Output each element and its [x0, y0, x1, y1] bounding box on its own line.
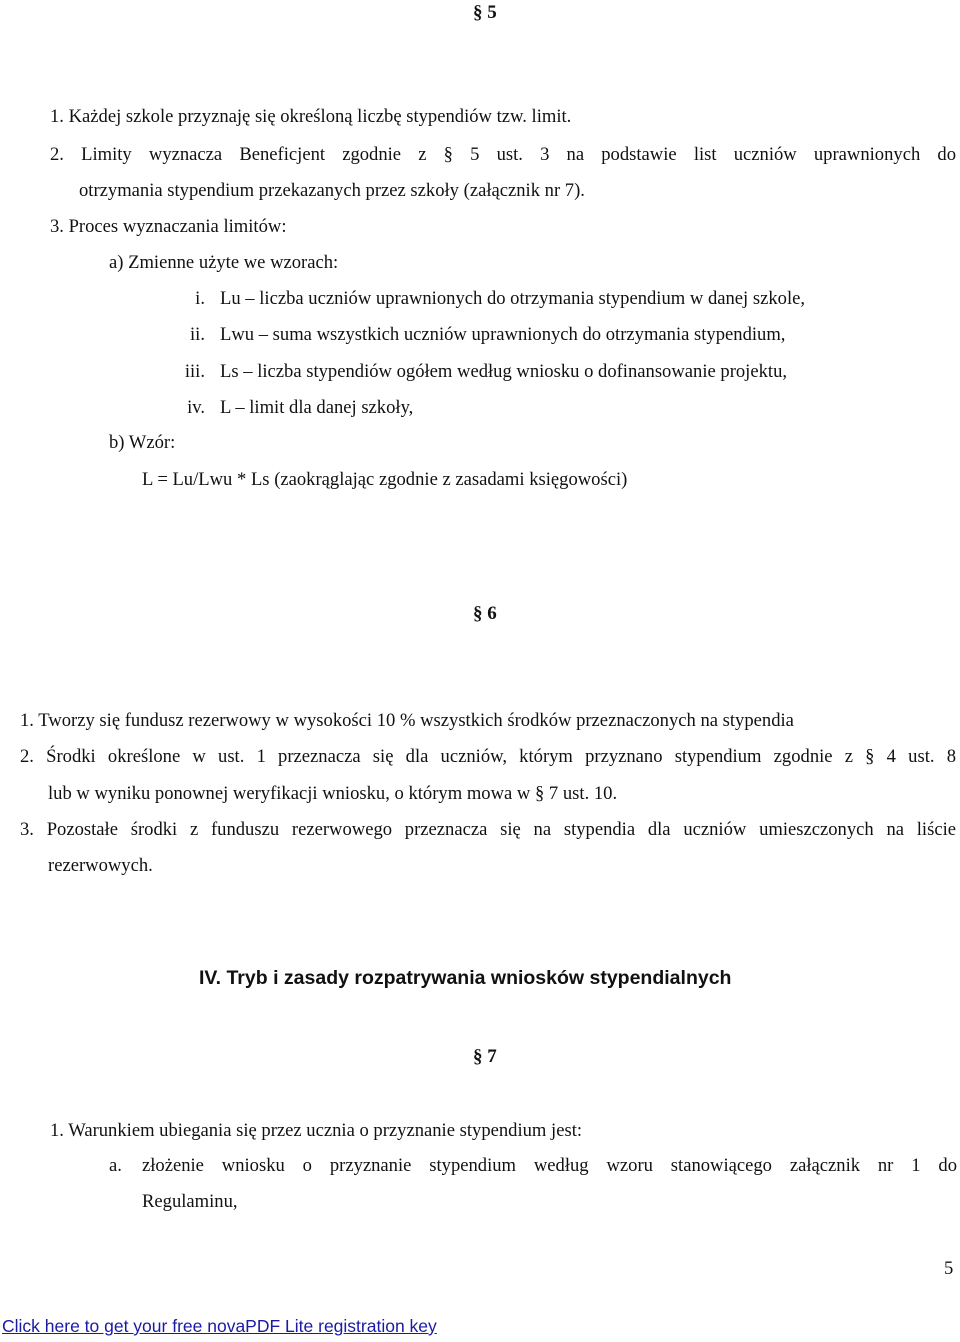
section-7-heading: § 7	[473, 1046, 497, 1067]
var-num-iv: iv.	[187, 397, 205, 418]
var-num-iii: iii.	[184, 361, 205, 382]
var-text-lu: Lu – liczba uczniów uprawnionych do otrzymania stypendium w danej szkole,	[220, 288, 806, 309]
sec6-item-2-line-2: lub w wyniku ponownej weryfikacji wniosku, o którym mowa w § 7 ust. 10.	[48, 783, 618, 804]
section-6-heading: § 6	[473, 603, 497, 624]
formula: L = Lu/Lwu * Ls (zaokrąglając zgodnie z zasadami księgowości)	[142, 469, 628, 490]
sec5-item-1: 1. Każdej szkole przyznaję się określoną liczbę stypendiów tzw. limit.	[50, 106, 572, 127]
sec6-item-1: 1. Tworzy się fundusz rezerwowy w wysokości 10 % wszystkich środków przeznaczonych na stypendia	[20, 710, 794, 731]
var-text-l: L – limit dla danej szkoły,	[220, 397, 414, 418]
var-num-i: i.	[195, 288, 205, 309]
sec7-sub-a-label: a.	[109, 1155, 122, 1176]
section-5-heading: § 5	[473, 2, 497, 23]
sec5-item-2-line-1: 2. Limity wyznacza Beneficjent zgodnie z § 5 ust. 3 na podstawie list uczniów uprawnionych do	[50, 144, 956, 165]
var-num-ii: ii.	[190, 324, 205, 345]
sec7-item-1: 1. Warunkiem ubiegania się przez ucznia o przyznanie stypendium jest:	[50, 1120, 583, 1141]
sec5-item-2-line-2: otrzymania stypendium przekazanych przez szkoły (załącznik nr 7).	[79, 180, 585, 201]
section-iv-title: IV. Tryb i zasady rozpatrywania wniosków stypendialnych	[199, 967, 732, 989]
sec5-item-3: 3. Proces wyznaczania limitów:	[50, 216, 287, 237]
var-text-ls: Ls – liczba stypendiów ogółem według wniosku o dofinansowanie projektu,	[220, 361, 788, 382]
sec7-sub-a-line-1: złożenie wniosku o przyznanie stypendium według wzoru stanowiącego załącznik nr 1 do	[142, 1155, 957, 1176]
sec5-sub-a: a) Zmienne użyte we wzorach:	[109, 252, 339, 273]
sec6-item-2-line-1: 2. Środki określone w ust. 1 przeznacza się dla uczniów, którym przyznano stypendium zgodnie z § 4 ust. 8	[20, 746, 956, 767]
sec7-sub-a-line-2: Regulaminu,	[142, 1191, 238, 1212]
var-text-lwu: Lwu – suma wszystkich uczniów uprawnionych do otrzymania stypendium,	[220, 324, 786, 345]
page-number: 5	[944, 1258, 954, 1279]
sec6-item-3-line-1: 3. Pozostałe środki z funduszu rezerwowego przeznacza się na stypendia dla uczniów umieszczonych na liście	[20, 819, 956, 840]
sec5-sub-b: b) Wzór:	[109, 432, 176, 453]
sec6-item-3-line-2: rezerwowych.	[48, 855, 153, 876]
novapdf-registration-link[interactable]: Click here to get your free novaPDF Lite registration key	[2, 1316, 437, 1336]
